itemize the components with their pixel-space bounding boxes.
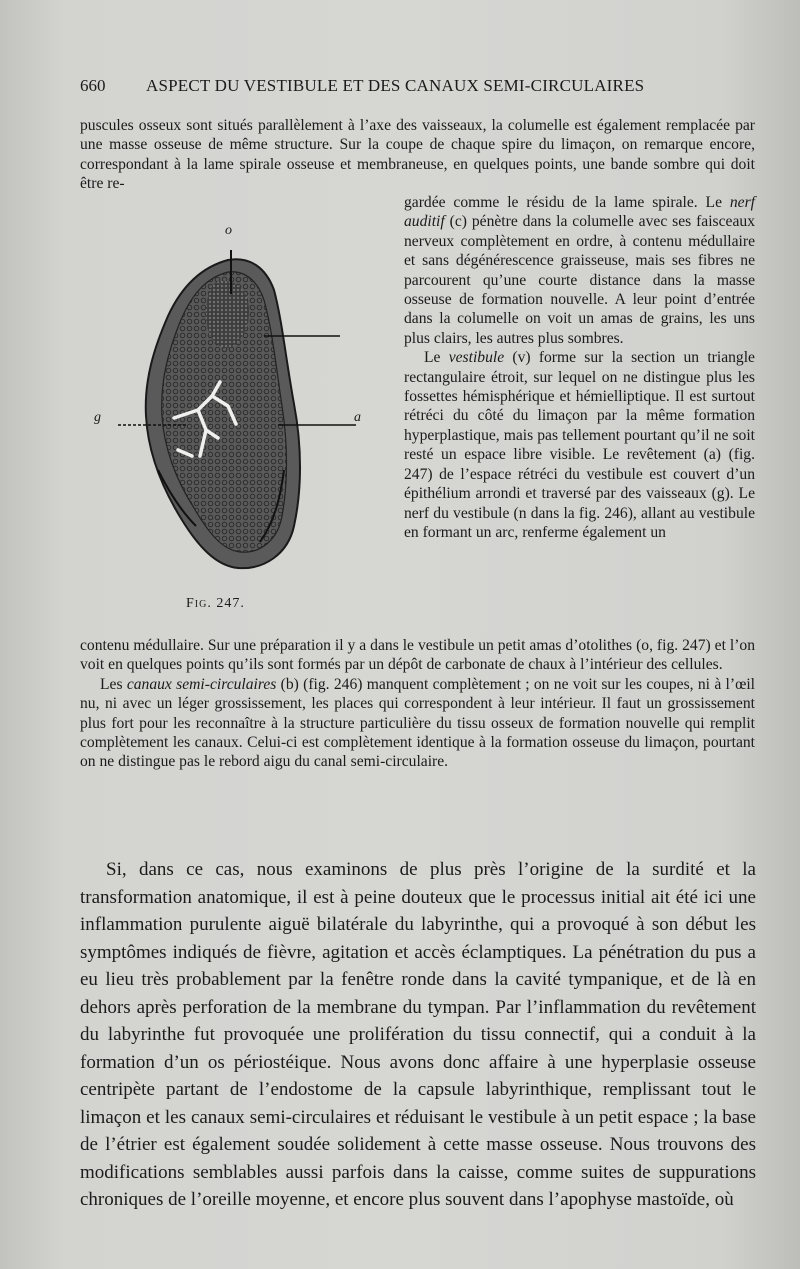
vestibule-section-illustration — [88, 220, 378, 620]
paragraph-otolithes: contenu médullaire. Sur une préparation il y a dans le vestibule un petit amas d’otolithes (o, fig. 247) et l’on voit en quelques points qu’ils sont formés par un dépôt de carbonate de chaux à l’intérieur des cellules. — [80, 637, 755, 674]
intro-text: puscules osseux sont situés parallèlement à l’axe des vaisseaux, la columelle est également remplacée par une masse osseuse de même structure. Sur la coupe de chaque spire du limaçon, on remarque encore, correspondant à la lame spirale osseuse et membraneuse, en quelques points, une bande sombre qui doit être re- — [80, 117, 755, 193]
figure-247 — [88, 220, 378, 620]
term-nerf-auditif: nerf auditif — [404, 194, 755, 231]
label-g: g — [94, 410, 101, 425]
term-canaux: canaux semi-circulaires — [126, 675, 277, 693]
label-a: a — [354, 410, 361, 425]
paragraph-vestibule: Le vestibule (v) forme sur la section un triangle rectangulaire étroit, sur lequel on ne distingue plus les fossettes hémisphérique et hémielliptique. Il est surtout rétréci du côté du limaçon par la même formation hyperplastique, mais pas tellement pourtant qu’il ne soit resté un espace libre visible. Le revêtement (a) (fig. 247) de l’espace rétréci du vestibule est couvert d’un épithélium arrondi et traversé par des vaisseaux (g). Le nerf du vestibule (n dans la fig. 246), allant au vestibule en formant un arc, renferme également un — [404, 349, 755, 541]
main-paragraph — [80, 856, 756, 1214]
main-paragraph-text: Si, dans ce cas, nous examinons de plus près l’origine de la surdité et la transformation anatomique, il est à peine douteux que le processus initial ait été ici une inflammation purulente aiguë bilatérale du labyrinthe, qui a provoqué à son début les symptômes indiqués de fièvre, agitation et accès éclamptiques. La pénétration du pus a eu lieu très probablement par la fenêtre ronde dans la cavité tympanique, et de là en dehors après perforation de la membrane du tympan. Par l’inflammation du revêtement du labyrinthe fut provoquée une prolifération du tissu connectif, qui a conduit à la formation d’un os périostéique. Nous avons donc affaire à une hyperplasie osseuse centripète partant de l’endostome de la capsule labyrinthique, remplissant tout le limaçon et les canaux semi-circulaires et réduisant le vestibule à un petit espace ; la base de l’étrier est également soudée solidement à cette masse osseuse. Nous trouvons des modifications semblables aussi parfois dans la caisse, comme suites de suppurations chroniques de l’oreille moyenne, et encore plus souvent dans l’apophyse mastoïde, où — [80, 859, 756, 1210]
paragraph-nerf-auditif: gardée comme le résidu de la lame spirale. Le nerf auditif (c) pénètre dans la columelle avec ses faisceaux nerveux complètement en ordre, à contenu médullaire et sans dégénérescence graisseuse, mais ses fibres ne parcourent qu’une courte distance dans la masse osseuse de formation nouvelle. A leur point d’entrée dans la columelle on voit un amas de grains, les uns plus clairs, les autres plus sombres. — [404, 194, 755, 347]
intro-paragraph — [80, 116, 755, 194]
paragraph-canaux: Les canaux semi-circulaires (b) (fig. 246) manquent complètement ; on ne voit sur les coupes, ni à l’œil nu, ni avec un léger grossissement, les places qui correspondent à leur intérieur. Il faut un grossissement plus fort pour les reconnaître à la structure particulière du tissu osseux de formation nouvelle qui remplit complètement les canaux. Celui-ci est complètement identique à la formation osseuse du limaçon, pourtant on ne distingue pas le rebord aigu du canal semi-circulaire. — [80, 675, 756, 771]
figure-caption: Fig. 247. — [186, 596, 245, 611]
page-number: 660 — [80, 76, 106, 95]
running-title: ASPECT DU VESTIBULE ET DES CANAUX SEMI-CIRCULAIRES — [146, 76, 645, 95]
full-width-text — [80, 636, 755, 772]
term-vestibule: vestibule — [448, 349, 505, 367]
page-header — [80, 76, 780, 100]
label-o: o — [225, 223, 232, 238]
wrapped-text-column — [404, 193, 755, 542]
